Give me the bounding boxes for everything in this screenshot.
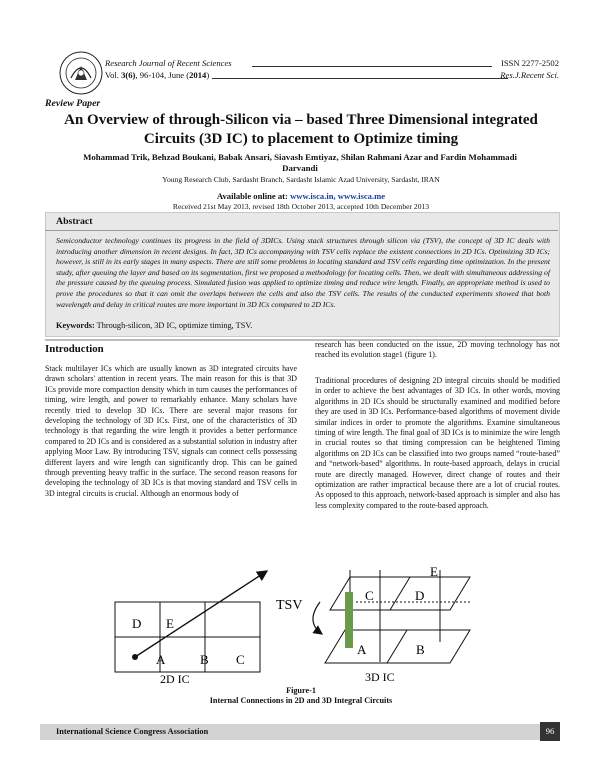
cell-3d-label: C xyxy=(365,588,374,603)
authors: Mohammad Trik, Behzad Boukani, Babak Ansari, Siavash Emtiyaz, Shilan Rahmani Azar and Fardin Mohammadi Darvandi xyxy=(83,152,517,173)
cell-2d-label: D xyxy=(132,616,142,631)
cell-2d-label: B xyxy=(200,652,209,667)
header-rule-1 xyxy=(252,66,492,67)
affiliation: Young Research Club, Sardasht Branch, Sardasht Islamic Azad University, Sardasht, IRAN xyxy=(162,175,440,184)
intro-column-right-b: Traditional procedures of designing 2D integral circuits should be modified in order to achieve the best advantages of 3D ICs. In other words, moving algorithms in 2D ICs should be structurally examined and modified before they are used in 3D ICs. Performance-based algorithms of movement divide similar indices in order to promote the algorithms. Examine simultaneous timing of wire length. The final goal of 3D ICs is to minimize the wire length in crucial routes so that timing compression can be heightened Timing algorithms on 2D ICs can be classified into two groups named “route-based” and “network-based” algorithms. In route-based approach, delays in crucial route are directly managed. However, direct change of routes and their optimization are rather impractical because there are a lot of crucial routes. As opposed to this approach, network-based approach is simpler and also has less complexity compared to the route-based approach. xyxy=(315,376,560,510)
cell-3d-label: E xyxy=(430,564,438,579)
cell-3d-label: A xyxy=(357,642,367,657)
paper-title: An Overview of through-Silicon via – based Three Dimensional integrated Circuits (3D IC) to placement to Optimize timing xyxy=(64,112,538,147)
tsv-label: TSV xyxy=(276,598,303,613)
cell-2d-label: C xyxy=(236,652,245,667)
received-dates: Received 21st May 2013, revised 18th October 2013, accepted 10th December 2013 xyxy=(172,202,430,211)
label-3d-ic: 3D IC xyxy=(365,670,395,684)
page-number: 96 xyxy=(540,722,560,741)
intro-column-left: Stack multilayer ICs which are usually known as 3D integrated circuits have drawn scholars' attention in recent years. The main reason for this is that 3D ICs provide more compaction density which in turn causes the performances of timing, wire length, and power to remarkably enhance. Many scholars have recently tried to develop 3D ICs. There are several major reasons for developing the technology of 3D ICs. First, one of the characteristics of 3D technology is that regarding the wire length it provides a better performance compared to 2D ICs and is considered as a substantial solution in industry after applying Moor Law. By introducing TSV, signals can connect cells possessing different layers and wire length can significantly drop. This can be gained through preventing heavy traffic in the surface. The second reason reasons for developing the technology of 3D ICs is that moving standard and TSV cells in 3D integral circuits is crucial. Although an enormous body of xyxy=(45,364,297,498)
journal-issn: ISSN 2277-2502 Res.J.Recent Sci. xyxy=(500,58,559,80)
cell-2d-label: E xyxy=(166,616,174,631)
footer-org: International Science Congress Association xyxy=(56,727,209,736)
abstract-heading: Abstract xyxy=(56,216,93,227)
abstract-rule xyxy=(45,230,558,231)
tsv-arrow xyxy=(313,602,322,634)
intro-column-right-a: research has been conducted on the issue, 2D moving technology has not reached its evolution stage1 (figure 1). xyxy=(315,340,560,360)
figure-1 xyxy=(60,562,560,684)
cell-origin xyxy=(132,654,138,660)
availability: Available online at: www.isca.in, www.isca.me xyxy=(216,191,386,201)
available-urls[interactable]: www.isca.in, www.isca.me xyxy=(290,191,386,201)
review-label: Review Paper xyxy=(45,98,101,109)
tsv-via xyxy=(345,592,353,648)
journal-name: Research Journal of Recent Sciences xyxy=(105,58,232,68)
journal-logo xyxy=(58,50,104,96)
abstract-text: Semiconductor technology continues its progress in the field of 3DICs. Using stack structures through silicon via (TSV), the concept of 3D IC deals with introducing another dimension in recent designs. In fact, 3D ICs accompanying with TSV cells replace the existent connections in 2D ICs. Optimizing 3D ICs; however, is still in its early stages in many aspects. There are still some problems in locating standard and TSV cells regarding time optimization. In the present study, after queuing the layer and based on its segmentation, first we proposed a methodology for locating cells. Then, we dealt with simultaneous addressing of the pressure caused by the queuing process. Simulated fusion was applied to optimize timing and reduce wire length. Finally, an appropriate method is used to prove the procedures so that it can omit the overlaps between the cells and also the TSV cells. The results of the conducted experiments showed that both wavelength and delay in critical routes are more important in 3D ICs compared to 2D ICs. xyxy=(56,236,550,309)
header-rule-2 xyxy=(212,78,508,79)
keywords: Keywords: Through-silicon, 3D IC, optimize timing, TSV. xyxy=(56,321,253,330)
label-2d-ic: 2D IC xyxy=(160,672,190,684)
journal-volume: Vol. 3(6), 96-104, June (2014) xyxy=(105,70,210,80)
cell-3d-label: D xyxy=(415,588,425,603)
wire-2d xyxy=(135,571,267,657)
intro-heading: Introduction xyxy=(45,343,104,355)
figure-caption: Figure-1 Internal Connections in 2D and 3D Integral Circuits xyxy=(209,686,393,705)
cell-2d-label: A xyxy=(156,652,166,667)
cell-3d-label: B xyxy=(416,642,425,657)
